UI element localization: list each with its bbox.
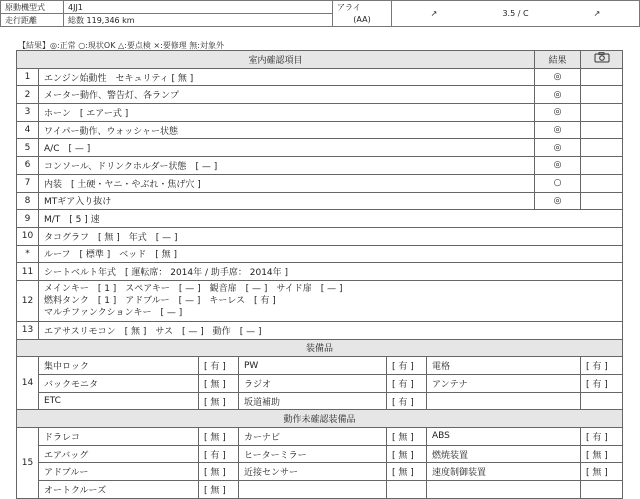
equip-value: [ 有 ] [387,357,427,375]
mid-label: アライ [333,1,392,14]
row-result: ◎ [535,192,581,210]
row-number: 4 [17,121,39,139]
row-number: 3 [17,104,39,122]
equip-value: [ 有 ] [581,357,623,375]
row-text: A/C [ — ] [39,139,535,157]
check-row [17,245,623,263]
equip-value: [ 有 ] [199,445,239,463]
check-row [17,104,623,122]
row-text: タコグラフ [ 無 ] 年式 [ — ] [39,227,623,245]
row-text-multi [39,280,623,321]
row-result: ◎ [535,139,581,157]
check-row [17,280,623,321]
row-result: ○ [535,174,581,192]
equip-label: ドラレコ [39,428,199,446]
check-row [17,227,623,245]
equip-value: [ 無 ] [199,481,239,499]
equip-value: [ 無 ] [581,463,623,481]
equipment-row [17,357,623,375]
row-number: 6 [17,157,39,175]
row-number: 9 [17,210,39,228]
check-row [17,68,623,86]
unconfirmed-row [17,481,623,499]
equip-label: ラジオ [239,375,387,393]
equip-label: ヒーターミラー [239,445,387,463]
row-number: 1 [17,68,39,86]
equip-value: [ 有 ] [581,428,623,446]
row-text: ルーフ [ 標準 ] ベッド [ 無 ] [39,245,623,263]
check-row [17,121,623,139]
row-number: 7 [17,174,39,192]
equip-label: バックモニタ [39,375,199,393]
mid-value-2: 3.5 / C [502,9,529,18]
equip-value: [ 無 ] [199,392,239,410]
equip-value [387,481,427,499]
equip-value [581,392,623,410]
row-number: 15 [17,428,39,499]
equipment-header: 装備品 [17,339,623,357]
equip-label: 燃焼装置 [427,445,581,463]
equip-value: [ 有 ] [387,392,427,410]
equip-value: [ 無 ] [199,375,239,393]
equip-label: アドブルー [39,463,199,481]
equip-label: PW [239,357,387,375]
keys-line-3: マルチファンクションキー [ — ] [44,307,183,318]
unconfirmed-row [17,445,623,463]
row-result: ◎ [535,104,581,122]
equip-label [427,481,581,499]
check-row [17,321,623,339]
equipment-row [17,375,623,393]
equip-label: ABS [427,428,581,446]
equip-value [581,481,623,499]
row-result: ◎ [535,68,581,86]
unconfirmed-row [17,428,623,446]
equip-label: ETC [39,392,199,410]
row-text: シートベルト年式 [ 運転席： 2014年 / 助手席： 2014年 ] [39,263,623,281]
equip-value: [ 有 ] [199,357,239,375]
row-text: エアサスリモコン [ 無 ] サス [ — ] 動作 [ — ] [39,321,623,339]
row-number: 12 [17,280,39,321]
interior-check-table [16,50,623,499]
row-text: 内装 [ 土硬・ヤニ・やぶれ・焦げ穴 ] [39,174,535,192]
equip-label: アンテナ [427,375,581,393]
check-row [17,210,623,228]
check-row [17,86,623,104]
equip-label [239,481,387,499]
row-result: ◎ [535,86,581,104]
mid-values [392,1,640,27]
equip-label: 坂道補助 [239,392,387,410]
engine-type-value: 4JJ1 [64,1,333,14]
vehicle-info-table [0,0,640,27]
row-text: M/T [ 5 ] 速 [39,210,623,228]
row-number: 8 [17,192,39,210]
camera-icon [581,51,623,69]
check-row [17,174,623,192]
row-number: 11 [17,263,39,281]
result-legend: 【結果】◎:正常 ○:現状OK △:要点検 ×:要修理 無:対象外 [18,41,225,50]
row-text: ホーン [ エアー式 ] [39,104,535,122]
row-text: ワイパー動作、ウォッシャー状態 [39,121,535,139]
mid-value-1: ↗ [430,9,438,18]
check-row [17,192,623,210]
check-row [17,263,623,281]
row-text: メーター動作、警告灯、各ランプ [39,86,535,104]
check-row [17,139,623,157]
equip-value: [ 無 ] [387,463,427,481]
keys-line-1: メインキー [ 1 ] スペアキー [ — ] 観音扉 [ — ] サイド扉 [ — ] [44,283,343,294]
equip-value: [ 無 ] [199,428,239,446]
check-row [17,157,623,175]
engine-type-label: 原動機型式 [1,1,64,14]
row-result: ◎ [535,121,581,139]
equip-value: [ 無 ] [581,445,623,463]
row-number: 5 [17,139,39,157]
equip-label: カーナビ [239,428,387,446]
mid-sub-label: (AA) [333,14,392,27]
equip-value: [ 有 ] [581,375,623,393]
section-header: 室内確認項目 [17,51,535,69]
row-result: ◎ [535,157,581,175]
equip-label: 電格 [427,357,581,375]
row-text: エンジン始動性 セキュリティ [ 無 ] [39,68,535,86]
row-number: 13 [17,321,39,339]
equip-label [427,392,581,410]
equip-label: オートクルーズ [39,481,199,499]
equip-label: エアバッグ [39,445,199,463]
row-text: コンソール、ドリンクホルダー状態 [ — ] [39,157,535,175]
equip-label: 集中ロック [39,357,199,375]
equip-label: 近接センサー [239,463,387,481]
equip-value: [ 無 ] [199,463,239,481]
unconfirmed-header: 動作未確認装備品 [17,410,623,428]
result-header: 結果 [535,51,581,69]
equipment-row [17,392,623,410]
equip-value: [ 無 ] [387,445,427,463]
equip-value: [ 有 ] [387,375,427,393]
equip-label: 速度制御装置 [427,463,581,481]
mid-value-3: ↗ [593,9,601,18]
mileage-value: 総数 119,346 km [64,14,333,27]
row-number: * [17,245,39,263]
keys-line-2: 燃料タンク [ 1 ] アドブルー [ — ] キーレス [ 有 ] [44,295,276,306]
row-number: 10 [17,227,39,245]
row-number: 14 [17,357,39,410]
row-number: 2 [17,86,39,104]
mileage-label: 走行距離 [1,14,64,27]
equip-value: [ 無 ] [387,428,427,446]
unconfirmed-row [17,463,623,481]
row-text: MTギア入り抜け [39,192,535,210]
